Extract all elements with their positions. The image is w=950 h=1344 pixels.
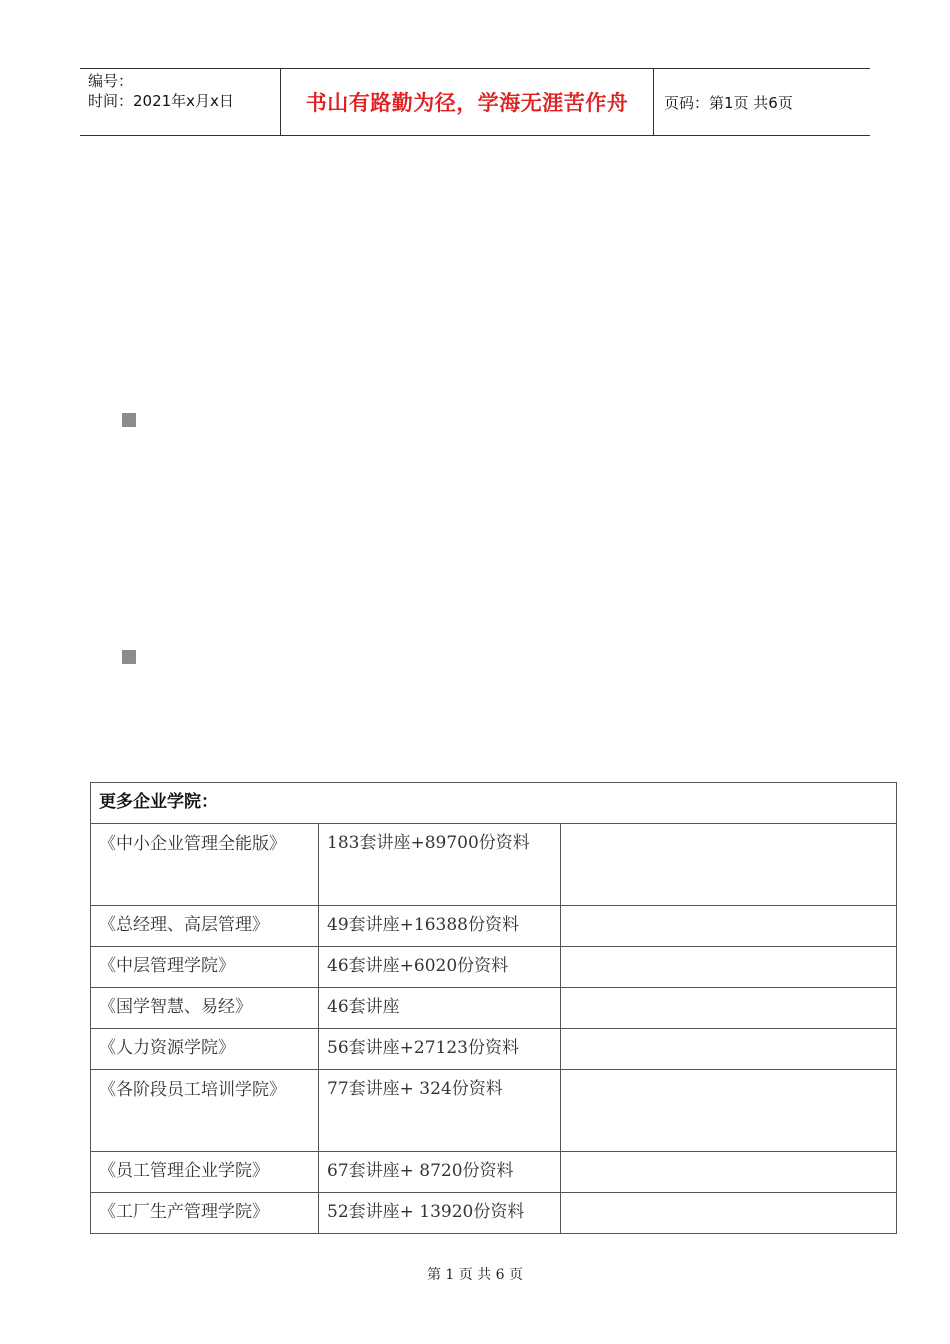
academy-name: 《人力资源学院》	[91, 1029, 319, 1070]
header-page-info: 页码：第1页 共6页	[664, 93, 793, 112]
academy-detail: 46套讲座+6020份资料	[319, 947, 561, 988]
academy-name: 《中层管理学院》	[91, 947, 319, 988]
table-row	[91, 947, 897, 988]
academy-name: 《各阶段员工培训学院》	[91, 1070, 319, 1152]
table-row	[91, 824, 897, 906]
academy-detail: 52套讲座+ 13920份资料	[319, 1193, 561, 1234]
academy-detail: 67套讲座+ 8720份资料	[319, 1152, 561, 1193]
academy-detail: 46套讲座	[319, 988, 561, 1029]
academy-name: 《国学智慧、易经》	[91, 988, 319, 1029]
header-motto: 书山有路勤为径，学海无涯苦作舟	[281, 69, 654, 135]
table-row	[91, 988, 897, 1029]
academy-name: 《中小企业管理全能版》	[91, 824, 319, 906]
academy-detail: 56套讲座+27123份资料	[319, 1029, 561, 1070]
academy-detail: 183套讲座+89700份资料	[319, 824, 561, 906]
more-academies-table	[90, 782, 897, 1234]
page-footer: 第 1 页 共 6 页	[426, 1267, 524, 1283]
academy-extra	[561, 1029, 897, 1070]
header-meta	[80, 69, 281, 135]
academy-name: 《工厂生产管理学院》	[91, 1193, 319, 1234]
academy-extra	[561, 947, 897, 988]
academy-name: 《员工管理企业学院》	[91, 1152, 319, 1193]
academy-name: 《总经理、高层管理》	[91, 906, 319, 947]
academy-extra	[561, 1070, 897, 1152]
academy-detail: 49套讲座+16388份资料	[319, 906, 561, 947]
document-number-label: 编号：	[88, 72, 134, 90]
academy-detail: 77套讲座+ 324份资料	[319, 1070, 561, 1152]
square-bullet-icon	[122, 650, 136, 664]
academy-extra	[561, 824, 897, 906]
academy-extra	[561, 1193, 897, 1234]
table-row	[91, 906, 897, 947]
table-row	[91, 1193, 897, 1234]
table-row	[91, 1029, 897, 1070]
academy-extra	[561, 1152, 897, 1193]
table-row	[91, 1070, 897, 1152]
table-title: 更多企业学院：	[91, 783, 897, 824]
page-header	[80, 68, 870, 136]
academy-extra	[561, 988, 897, 1029]
table-row	[91, 1152, 897, 1193]
academy-extra	[561, 906, 897, 947]
square-bullet-icon	[122, 413, 136, 427]
document-time-label: 时间：2021年x月x日	[88, 92, 234, 110]
